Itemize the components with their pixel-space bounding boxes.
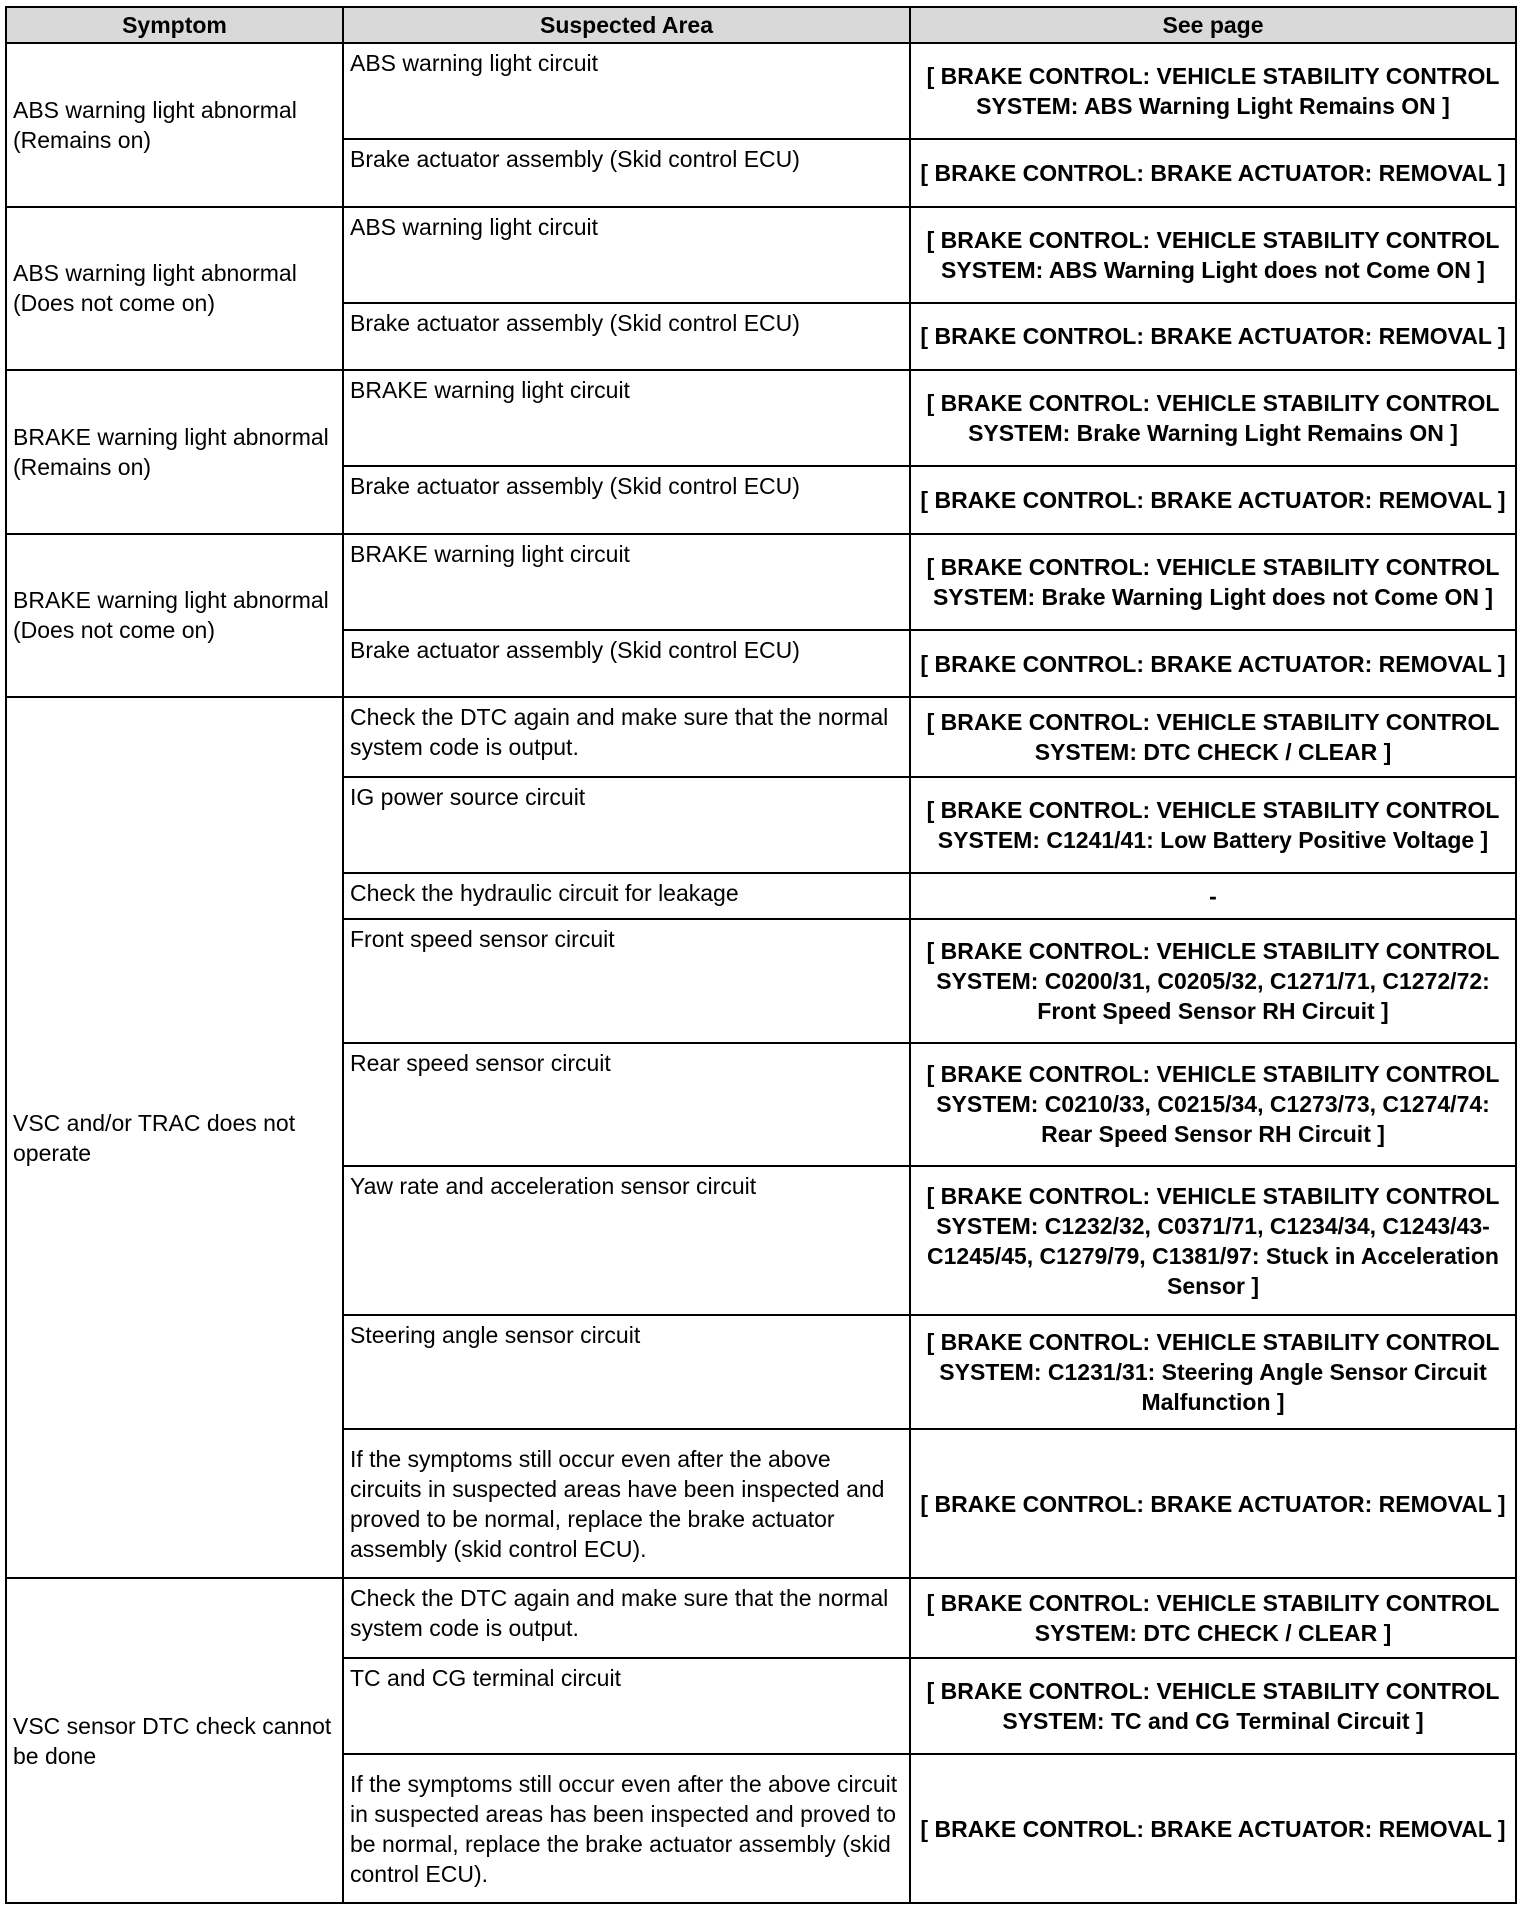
symptom-cell: VSC sensor DTC check cannot be done xyxy=(6,1578,343,1903)
see-page-cell: [ BRAKE CONTROL: VEHICLE STABILITY CONTROL SYSTEM: C1241/41: Low Battery Positive Voltage ] xyxy=(910,777,1516,873)
see-page-cell: [ BRAKE CONTROL: VEHICLE STABILITY CONTROL SYSTEM: C1232/32, C0371/71, C1234/34, C1243/43-C1245/45, C1279/79, C1381/97: Stuck in Acceleration Sensor ] xyxy=(910,1166,1516,1315)
see-page-cell: - xyxy=(910,873,1516,919)
suspected-area-cell: Check the DTC again and make sure that the normal system code is output. xyxy=(343,1578,910,1658)
see-page-cell: [ BRAKE CONTROL: VEHICLE STABILITY CONTROL SYSTEM: C1231/31: Steering Angle Sensor Circuit Malfunction ] xyxy=(910,1315,1516,1429)
header-suspected-area: Suspected Area xyxy=(343,7,910,43)
see-page-cell: [ BRAKE CONTROL: VEHICLE STABILITY CONTROL SYSTEM: Brake Warning Light does not Come ON ] xyxy=(910,534,1516,630)
header-row xyxy=(6,7,1516,43)
suspected-area-cell: Check the hydraulic circuit for leakage xyxy=(343,873,910,919)
suspected-area-cell: ABS warning light circuit xyxy=(343,43,910,139)
suspected-area-cell: ABS warning light circuit xyxy=(343,207,910,303)
see-page-cell: [ BRAKE CONTROL: BRAKE ACTUATOR: REMOVAL ] xyxy=(910,303,1516,370)
table-row xyxy=(6,370,1516,466)
header-symptom: Symptom xyxy=(6,7,343,43)
see-page-cell: [ BRAKE CONTROL: BRAKE ACTUATOR: REMOVAL ] xyxy=(910,1429,1516,1578)
symptom-cell: ABS warning light abnormal (Remains on) xyxy=(6,43,343,207)
symptom-cell: VSC and/or TRAC does not operate xyxy=(6,697,343,1578)
suspected-area-cell: Brake actuator assembly (Skid control ECU) xyxy=(343,303,910,370)
suspected-area-cell: Front speed sensor circuit xyxy=(343,919,910,1043)
see-page-cell: [ BRAKE CONTROL: VEHICLE STABILITY CONTROL SYSTEM: C0200/31, C0205/32, C1271/71, C1272/72: Front Speed Sensor RH Circuit ] xyxy=(910,919,1516,1043)
table-row xyxy=(6,697,1516,777)
see-page-cell: [ BRAKE CONTROL: VEHICLE STABILITY CONTROL SYSTEM: DTC CHECK / CLEAR ] xyxy=(910,697,1516,777)
suspected-area-cell: TC and CG terminal circuit xyxy=(343,1658,910,1754)
symptom-cell: BRAKE warning light abnormal (Remains on) xyxy=(6,370,343,534)
suspected-area-cell: Check the DTC again and make sure that the normal system code is output. xyxy=(343,697,910,777)
symptom-cell: ABS warning light abnormal (Does not come on) xyxy=(6,207,343,371)
suspected-area-cell: Steering angle sensor circuit xyxy=(343,1315,910,1429)
suspected-area-cell: Rear speed sensor circuit xyxy=(343,1043,910,1167)
see-page-cell: [ BRAKE CONTROL: VEHICLE STABILITY CONTROL SYSTEM: C0210/33, C0215/34, C1273/73, C1274/74: Rear Speed Sensor RH Circuit ] xyxy=(910,1043,1516,1167)
see-page-cell: [ BRAKE CONTROL: BRAKE ACTUATOR: REMOVAL ] xyxy=(910,630,1516,697)
suspected-area-cell: Brake actuator assembly (Skid control ECU) xyxy=(343,466,910,533)
symptom-table xyxy=(5,6,1517,1904)
suspected-area-cell: BRAKE warning light circuit xyxy=(343,534,910,630)
table-row xyxy=(6,1578,1516,1658)
table-row xyxy=(6,534,1516,630)
suspected-area-cell: Brake actuator assembly (Skid control ECU) xyxy=(343,139,910,206)
suspected-area-cell: Brake actuator assembly (Skid control ECU) xyxy=(343,630,910,697)
header-see-page: See page xyxy=(910,7,1516,43)
see-page-cell: [ BRAKE CONTROL: VEHICLE STABILITY CONTROL SYSTEM: Brake Warning Light Remains ON ] xyxy=(910,370,1516,466)
suspected-area-cell: BRAKE warning light circuit xyxy=(343,370,910,466)
table-row xyxy=(6,43,1516,139)
see-page-cell: [ BRAKE CONTROL: BRAKE ACTUATOR: REMOVAL ] xyxy=(910,466,1516,533)
suspected-area-cell: IG power source circuit xyxy=(343,777,910,873)
see-page-cell: [ BRAKE CONTROL: VEHICLE STABILITY CONTROL SYSTEM: ABS Warning Light does not Come ON ] xyxy=(910,207,1516,303)
see-page-cell: [ BRAKE CONTROL: BRAKE ACTUATOR: REMOVAL ] xyxy=(910,139,1516,206)
see-page-cell: [ BRAKE CONTROL: VEHICLE STABILITY CONTROL SYSTEM: TC and CG Terminal Circuit ] xyxy=(910,1658,1516,1754)
suspected-area-cell: Yaw rate and acceleration sensor circuit xyxy=(343,1166,910,1315)
see-page-cell: [ BRAKE CONTROL: VEHICLE STABILITY CONTROL SYSTEM: DTC CHECK / CLEAR ] xyxy=(910,1578,1516,1658)
table-row xyxy=(6,207,1516,303)
see-page-cell: [ BRAKE CONTROL: BRAKE ACTUATOR: REMOVAL ] xyxy=(910,1754,1516,1903)
see-page-cell: [ BRAKE CONTROL: VEHICLE STABILITY CONTROL SYSTEM: ABS Warning Light Remains ON ] xyxy=(910,43,1516,139)
symptom-cell: BRAKE warning light abnormal (Does not come on) xyxy=(6,534,343,698)
suspected-area-cell: If the symptoms still occur even after the above circuit in suspected areas has been inspected and proved to be normal, replace the brake actuator assembly (skid control ECU). xyxy=(343,1754,910,1903)
suspected-area-cell: If the symptoms still occur even after the above circuits in suspected areas have been inspected and proved to be normal, replace the brake actuator assembly (skid control ECU). xyxy=(343,1429,910,1578)
